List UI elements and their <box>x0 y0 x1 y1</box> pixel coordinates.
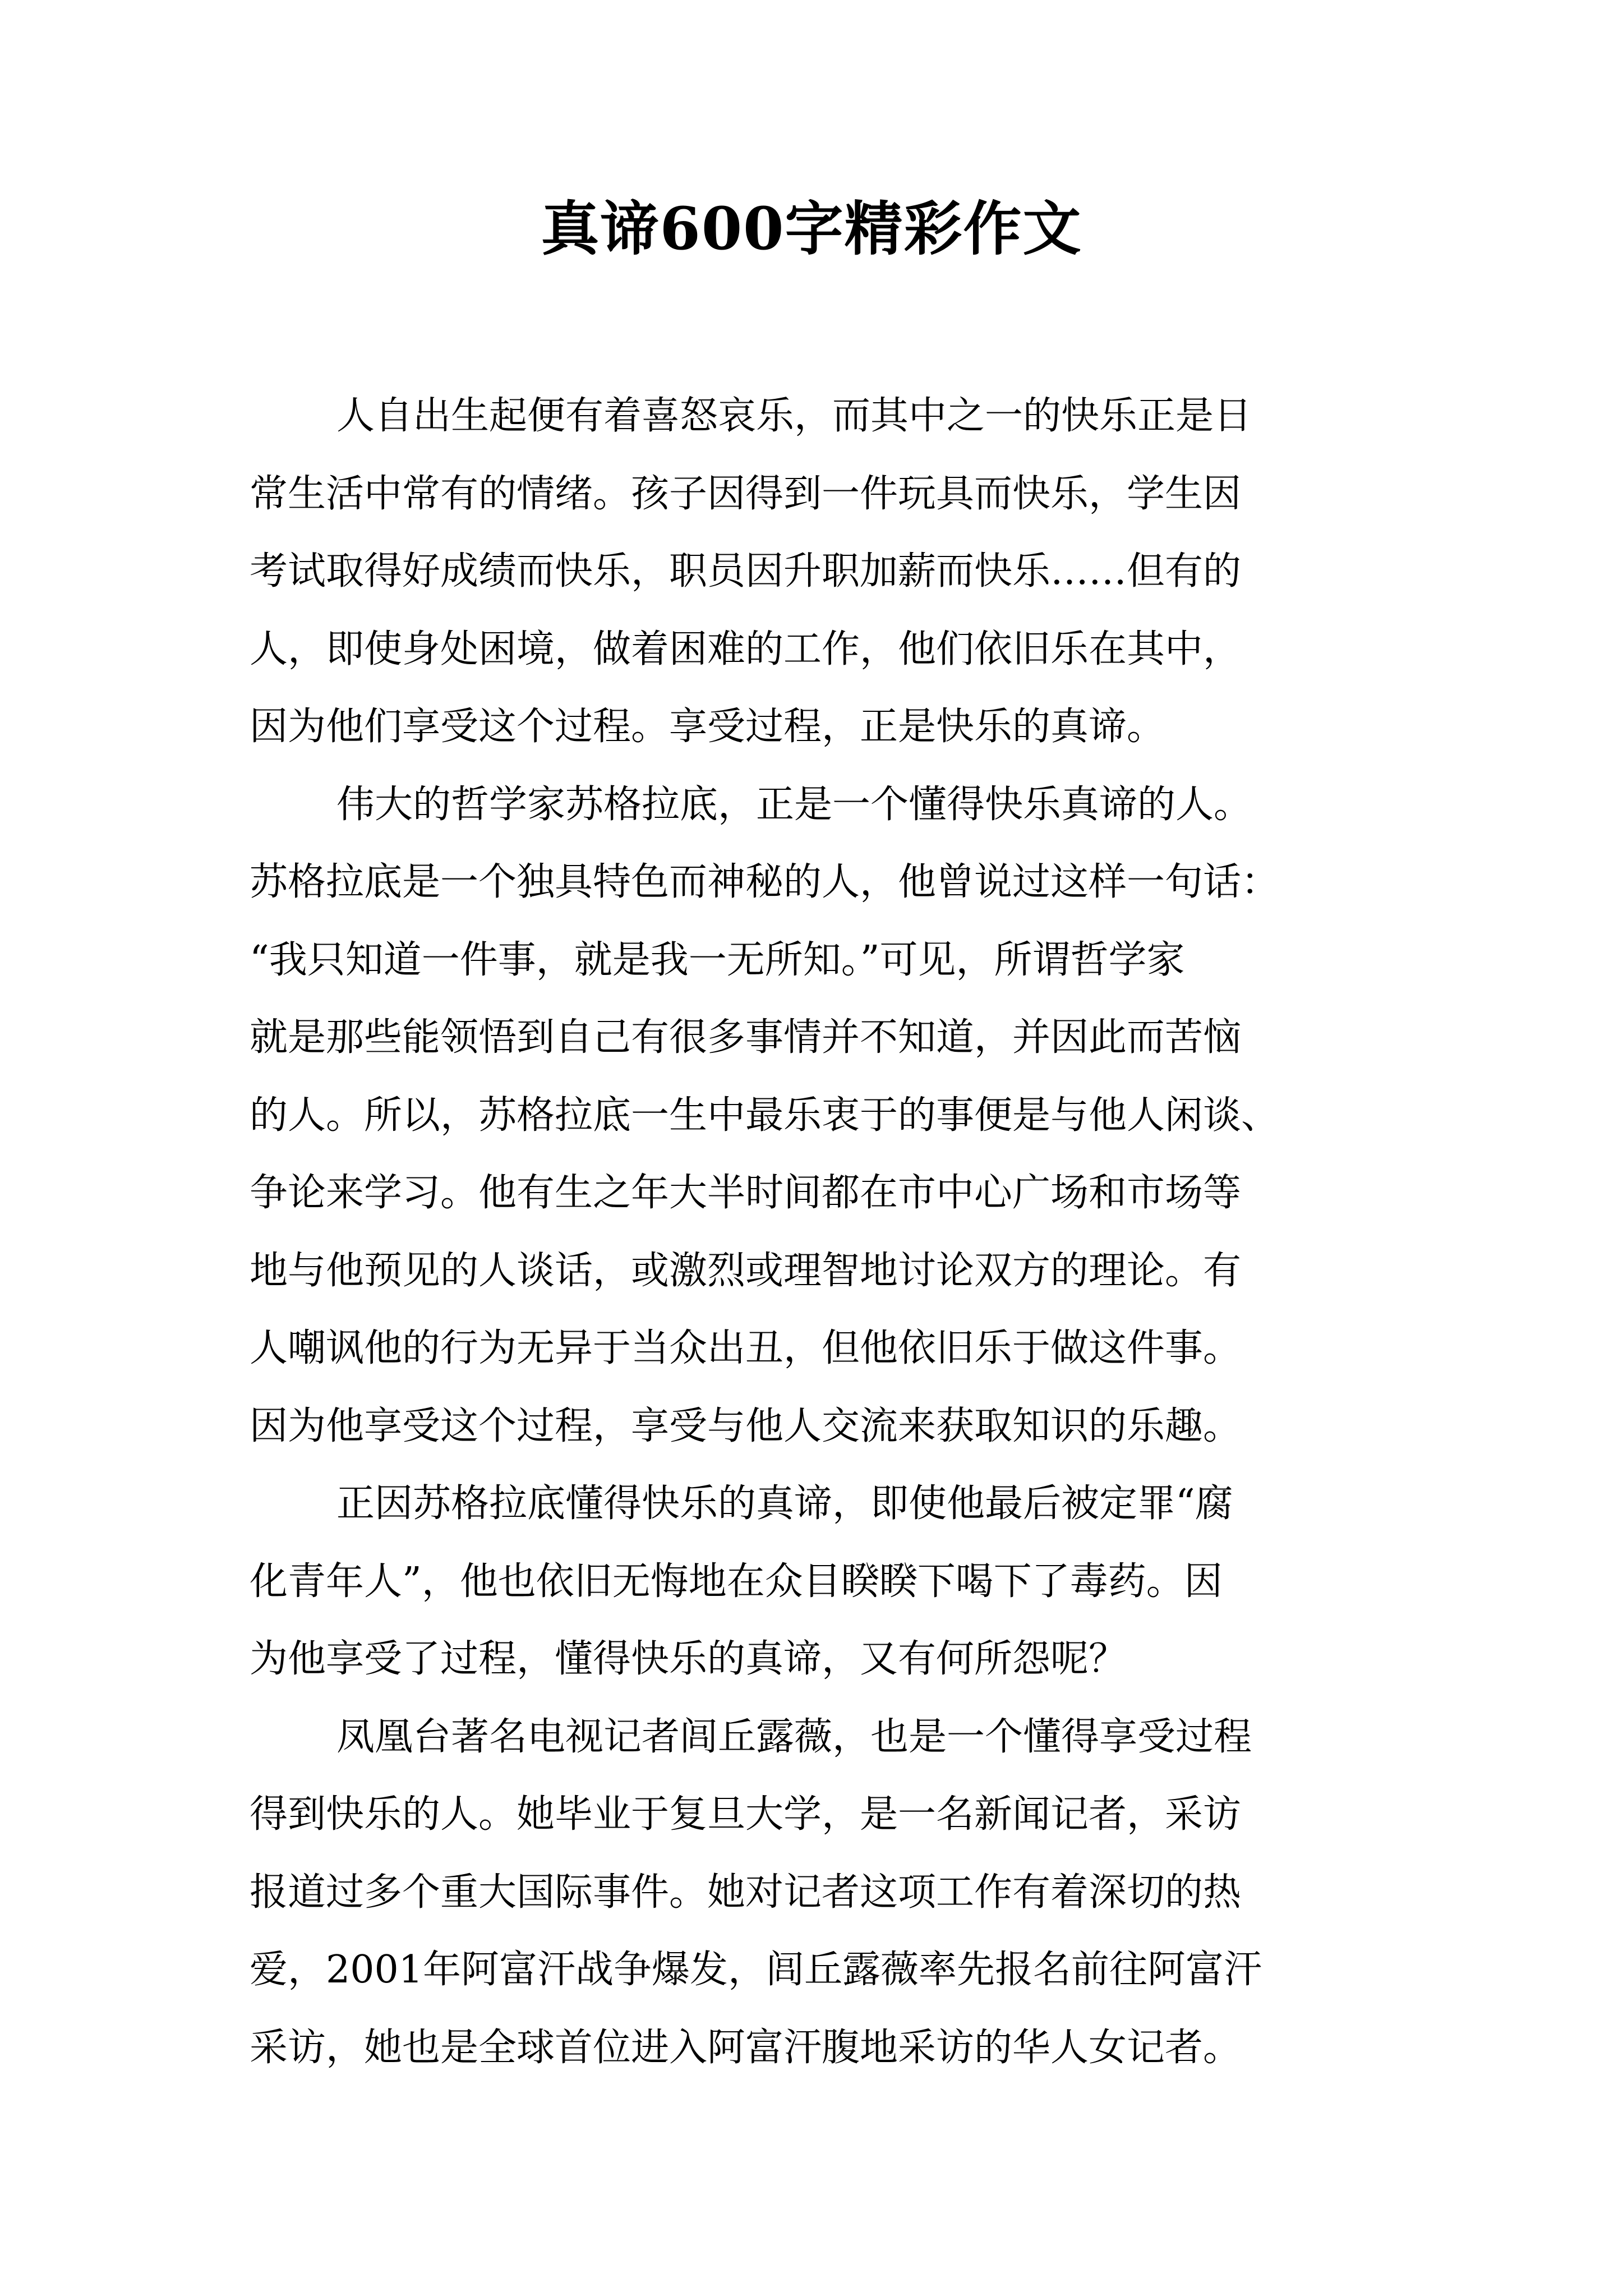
paragraph-2-line-3: “我只知道一件事，就是我一无所知。”可见，所谓哲学家 <box>250 937 1185 982</box>
document-title: 真谛600字精彩作文 <box>541 194 1082 263</box>
paragraph-4-line-3: 报道过多个重大国际事件。她对记者这项工作有着深切的热 <box>250 1870 1242 1915</box>
paragraph-2-line-1: 伟大的哲学家苏格拉底，正是一个懂得快乐真谛的人。 <box>336 782 1252 827</box>
paragraph-1-line-5: 因为他们享受这个过程。享受过程，正是快乐的真谛。 <box>250 705 1165 749</box>
paragraph-1-line-4: 人，即使身处困境，做着困难的工作，他们依旧乐在其中， <box>250 627 1242 671</box>
paragraph-2-line-6: 争论来学习。他有生之年大半时间都在市中心广场和市场等 <box>250 1171 1242 1215</box>
paragraph-2-line-8: 人嘲讽他的行为无异于当众出丑，但他依旧乐于做这件事。 <box>250 1326 1242 1370</box>
paragraph-2-line-5: 的人。所以，苏格拉底一生中最乐衷于的事便是与他人闲谈、 <box>250 1093 1280 1138</box>
paragraph-2-line-7: 地与他预见的人谈话，或激烈或理智地讨论双方的理论。有 <box>250 1248 1242 1293</box>
paragraph-2-line-2: 苏格拉底是一个独具特色而神秘的人，他曾说过这样一句话： <box>250 860 1280 904</box>
paragraph-4-line-5: 采访，她也是全球首位进入阿富汗腹地采访的华人女记者。 <box>250 2025 1242 2070</box>
paragraph-3-line-1: 正因苏格拉底懂得快乐的真谛，即使他最后被定罪“腐 <box>336 1481 1233 1526</box>
paragraph-1-line-2: 常生活中常有的情绪。孩子因得到一件玩具而快乐，学生因 <box>250 471 1242 516</box>
paragraph-1-line-1: 人自出生起便有着喜怒哀乐，而其中之一的快乐正是日 <box>336 394 1252 438</box>
paragraph-2-line-4: 就是那些能领悟到自己有很多事情并不知道，并因此而苦恼 <box>250 1015 1242 1060</box>
paragraph-3-line-3: 为他享受了过程，懂得快乐的真谛，又有何所怨呢？ <box>250 1637 1127 1681</box>
paragraph-2-line-9: 因为他享受这个过程，享受与他人交流来获取知识的乐趣。 <box>250 1404 1242 1448</box>
paragraph-4-line-1: 凤凰台著名电视记者闾丘露薇，也是一个懂得享受过程 <box>336 1714 1252 1759</box>
paragraph-3-line-2: 化青年人”，他也依旧无悔地在众目睽睽下喝下了毒药。因 <box>250 1559 1223 1604</box>
article-body <box>250 378 1382 2087</box>
paragraph-4-line-2: 得到快乐的人。她毕业于复旦大学，是一名新闻记者，采访 <box>250 1792 1242 1837</box>
paragraph-1-line-3: 考试取得好成绩而快乐，职员因升职加薪而快乐……但有的 <box>250 549 1242 593</box>
paragraph-4-line-4: 爱，2001年阿富汗战争爆发，闾丘露薇率先报名前往阿富汗 <box>250 1948 1262 1992</box>
